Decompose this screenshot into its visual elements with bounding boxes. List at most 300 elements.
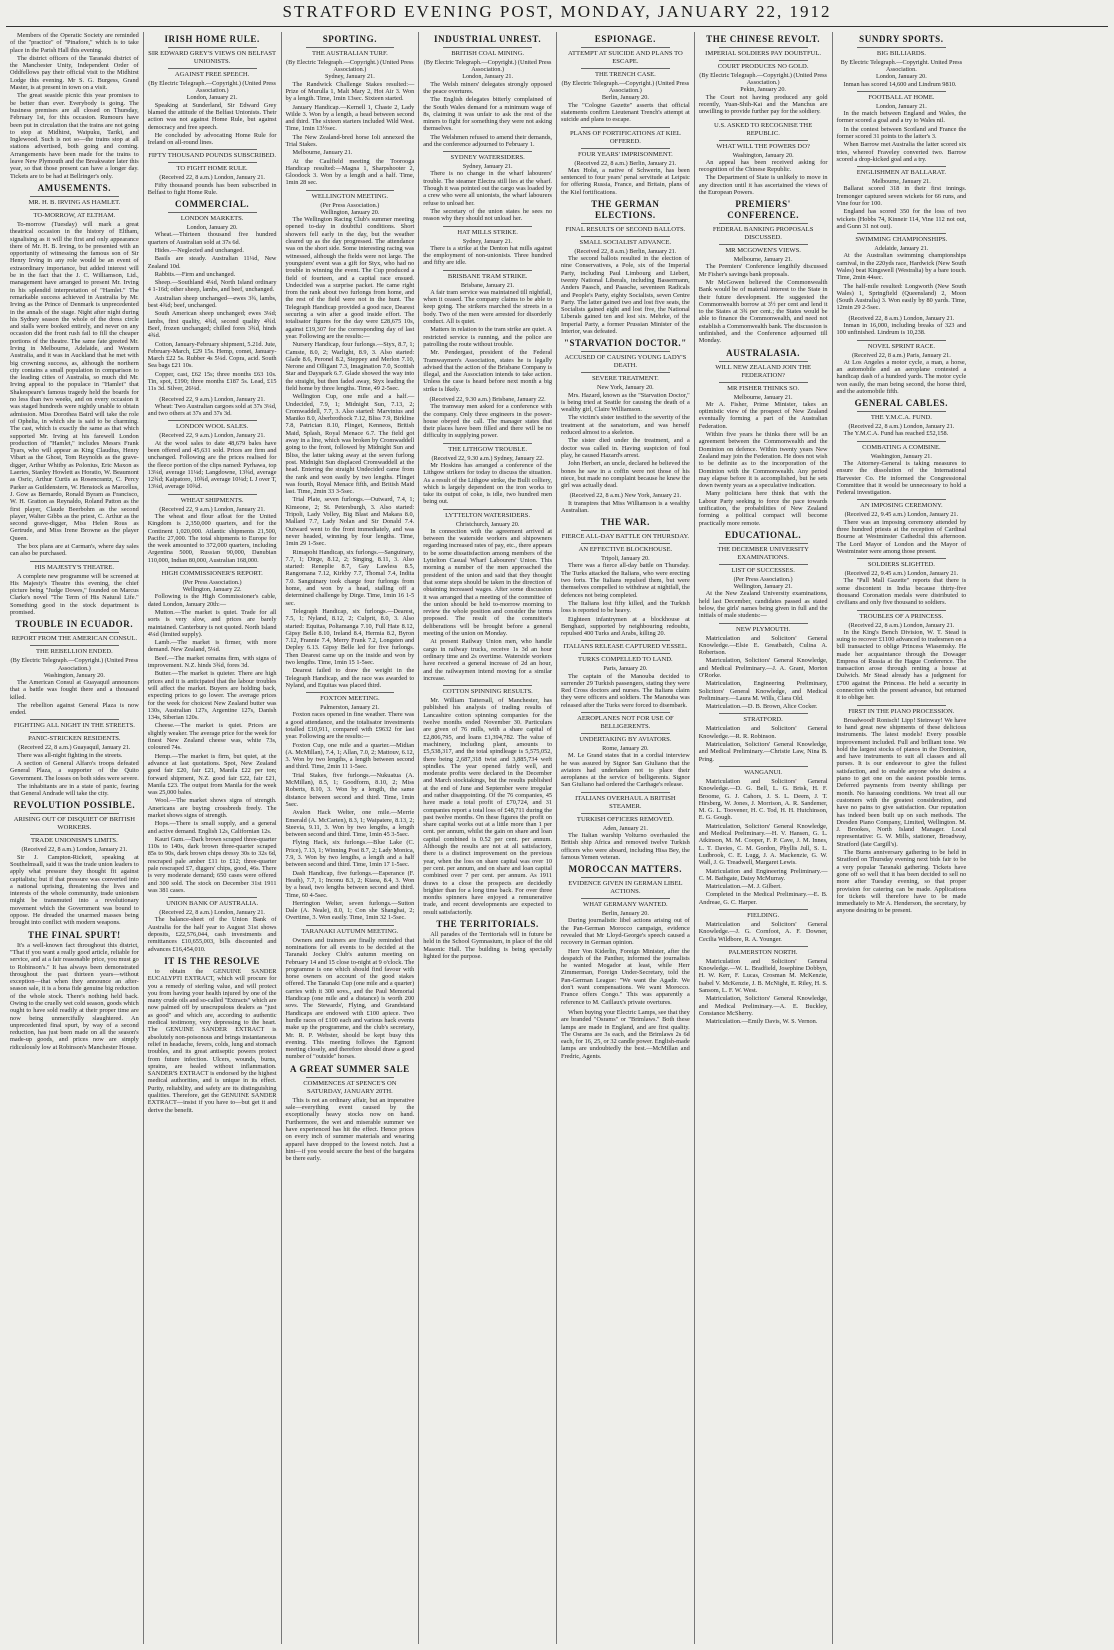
- article: [561, 199, 690, 335]
- article-subheading: LYTTELTON WATERSIDERS.: [445, 511, 531, 519]
- paragraph: Matriculation, Solicitors' General Knowledge, and Medical Preliminary.—H. V. Hansen, G. L. Atkinson, M. M. Cooper, F. P. Cave, J. M. Innes, L. T. Davies, C. M. Gordon, Phyllis Jull, S. L. Ludbrook, C. E. Lugg, J. A. Mackenzie, G. W. Wall, J. G. Treadwell, Margaret Lewis.: [698, 822, 828, 867]
- dateline: Melbourne, January 21.: [733, 393, 793, 401]
- paragraph: Hops.—There is small supply, and a general and active demand. English 12s, Californian 12s.: [147, 820, 277, 835]
- article-headline: SPORTING.: [322, 34, 378, 44]
- article-subheading: ACCUSED OF CAUSING YOUNG LADY'S DEATH.: [564, 354, 687, 370]
- divider: [168, 420, 257, 421]
- divider: [581, 68, 670, 69]
- divider: [306, 190, 395, 191]
- paragraph: Foxton Cup, one mile and a quarter.—Midian (A. McMillan), 7.4, 1; Allan, 7.0, 2; Mattouv, 6.12, 3. Won by two lengths, a length between second and third. Time, 2min 11 1-5sec.: [285, 741, 415, 771]
- article-subheading: SYDNEY WATERSIDERS.: [450, 154, 525, 162]
- article: [699, 119, 828, 197]
- divider: [719, 766, 808, 767]
- wire-credit: (By Electric Telegraph.—Copyright.) (United Press Association.): [561, 80, 690, 95]
- divider: [719, 47, 808, 48]
- paragraph: The box plans are at Carman's, where day sales can also be purchased.: [10, 543, 139, 558]
- article-headline: MOROCCAN MATTERS.: [568, 864, 683, 875]
- article-subheading: MR. H. B. IRVING AS HAMLET.: [28, 198, 121, 206]
- paragraph: Mrs. Hazard, known as the "Starvation Doctor," is being tried at Seattle for causing the death of a wealthy girl, Claire Williamson.: [561, 391, 690, 414]
- article-subheading: ENGLISHMEN AT BALLARAT.: [856, 169, 947, 177]
- dateline: Washington, January 20.: [43, 671, 105, 679]
- wire-credit: (Per Press Association.): [320, 201, 380, 209]
- paragraph: South American sheep unchanged; ewes 3¼d; lambs, first quality, 4¾d, second quality 4¾d. Beef, frozen unchanged; chilled fores 3¾d, hinds 4¾d.: [147, 310, 277, 340]
- paragraph: Eighteen infantrymen at a blockhouse at Benghazi, supported by neighbouring redoubts, repulsed 400 Turks and Arabs, killing 20.: [561, 615, 690, 638]
- paragraph: Max Holst, a native of Schwerin, has been sentenced to four years' penal servitude at Leipsic for offering Russia, France, and Britain, plans of the Kiel fortifications.: [561, 166, 690, 196]
- article-subheading: NEW PLYMOUTH.: [736, 625, 791, 633]
- divider: [581, 640, 670, 641]
- paragraph: Speaking at Sunderland, Sir Edward Grey blamed the attitude of the Belfast Unionists. Their action was not against Home Rule, but against democracy and free speech.: [147, 101, 277, 131]
- dateline: Aden, January 21.: [602, 824, 648, 832]
- paragraph: At the Australian swimming championships carnival, in the 220yds race, Hardwick (New South Wales) beat Kingswell (Westralia) by a bare touch. Time, 2min 44sec.: [836, 252, 967, 282]
- divider: [719, 623, 808, 624]
- divider: [30, 632, 119, 633]
- article-headline: IT IS THE RESOLVE: [164, 955, 261, 966]
- divider: [581, 127, 670, 128]
- paragraph: The Burns anniversary gathering to be held in Stratford on Thursday evening next bids fair to be a very popular Taranaki gathering. Tickets have gone off so well that it has been decided to sell no more after Tuesday evening, so that proper provision for catering can be made. Applications for tickets will therefore have to be made immediately to Mr A. Henderson, the secretary, by anyone desiring to be present.: [836, 849, 967, 915]
- dateline: (Received 22, 8 a.m.) London, January 21.: [159, 174, 265, 182]
- paragraph: A section of General Alfaro's troops defeated General Plaza, a supporter of the Quito Government. The losses on both sides were severe.: [10, 759, 139, 782]
- paragraph: At present Railway Union men, who handle cargo in railway trucks, receive 1s 3d an hour ordinary time and 2s overtime. Waterside workers have received a general increase of 2d an hour, and the railwaymen intend moving for a similar increase.: [423, 638, 552, 682]
- dateline: (Received 22, 8 a.m.) London, January 21.: [848, 423, 955, 431]
- article-subheading: BIG BILLIARDS.: [876, 50, 926, 57]
- paragraph: Rabbits.—Firm and unchanged.: [154, 270, 236, 278]
- paragraph: It transpires that Miss Williamson is a wealthy Australian.: [561, 499, 690, 514]
- divider: [30, 732, 119, 733]
- article-subheading: AGAINST FREE SPEECH.: [174, 71, 250, 78]
- article-subheading: WHAT WILL THE POWERS DO?: [716, 142, 810, 150]
- paragraph: The Court not having produced any gold recently, Yuan-Shih-Kai and the Manchus are unwilling to provide further pay for the soldiery.: [698, 93, 828, 116]
- article-subheading: PLANS OF FORTIFICATIONS AT KIEL OFFERED.: [569, 129, 681, 145]
- column-1: [6, 32, 144, 1644]
- article-subheading: FOUR YEARS' IMPRISONMENT.: [577, 150, 673, 158]
- divider: [443, 47, 532, 48]
- paragraph: In the King's Bench Division, W. T. Stead is suing to recover £1100 advanced to tradesmen on a bill transacted to oblige Princess Wiasemsky. He made her acquaintance through the Dowager Empress of Russia at the Hague Conference. The transaction arose through renting a house at Dulwich. Mr Stead already has a judgment for £700 against the Princess. He held a security in connection with the present advance, but returned it to oblige her.: [836, 628, 967, 702]
- column-7: [833, 32, 971, 1644]
- article: [837, 705, 967, 915]
- article: [286, 925, 415, 1061]
- paragraph: The Welshmen refused to amend their demands, and the conference adjourned to February 1.: [423, 133, 552, 148]
- divider: [581, 351, 670, 352]
- article: [10, 32, 139, 180]
- article: [699, 623, 828, 711]
- article-subheading: BRISBANE TRAM STRIKE.: [447, 272, 528, 280]
- divider: [857, 91, 947, 92]
- article: [423, 919, 552, 960]
- dateline: (Received 22, 9.30 a.m.) Brisbane, January 22.: [429, 396, 546, 404]
- article: [148, 34, 277, 146]
- article-headline: INDUSTRIAL UNREST.: [434, 34, 542, 44]
- paragraph: Mr. Pendergast, president of the Federal Tramwaymen's Association, states he is legally advised that the action of the Brisbane Company is illegal, and the Association intends to take action. Unless the case is heard before next month a big strike is likely.: [423, 349, 552, 393]
- paragraph: Herrington Welter, seven furlongs.—Sutton Dale (A. Neale), 8.0, 1; Con she Shanghai, 2; Overtime, 3. Won easily. Time, 1min 32 1-5sec.: [285, 899, 415, 922]
- divider: [857, 441, 947, 442]
- divider: [168, 149, 257, 150]
- paragraph: Cheese.—The market is quiet. Prices are slightly weaker. The average price for the week for finest New Zealand cheese was, white 73s, coloured 74s.: [147, 722, 277, 752]
- column-5: [557, 32, 695, 1644]
- paragraph: The secretary of the union states he sees no reason why they should not unload her.: [423, 207, 552, 223]
- article: [837, 34, 967, 88]
- paragraph: Sir J. Campton-Rickett, speaking at Southelmsall, said it was the trade union leaders to apply what pressure they thought fit against capitalists; but if that pressure was converted into a national uprising, threatening the lives and interests of the whole community, trade unionism might be transmuted into a revolutionary movement which the Government was bound to oppose. He dreaded the unarmed masses being brought into conflict with modern weapons.: [10, 853, 139, 927]
- article-headline: GENERAL CABLES.: [854, 398, 949, 409]
- dateline: Rome, January 20.: [602, 745, 649, 753]
- article-subheading: HIGH COMMISSIONER'S REPORT.: [161, 569, 263, 577]
- divider: [30, 561, 119, 562]
- article-subheading: EVIDENCE GIVEN IN GERMAN LIBEL ACTIONS.: [568, 880, 683, 896]
- paragraph: M. Le Grand states that in a cordial interview he was assured by Signor San Giuliano that the aviators had undertaken not to place their aeroplanes at the service of belligerents. Signor San Giuliano had ordered the Carthage's release.: [561, 752, 690, 789]
- article: [148, 956, 277, 1114]
- dateline: (Received 22, 8 a.m.) London, January 21.: [159, 909, 265, 917]
- wire-credit: (By Electric Telegraph.—Copyright.) (United Press Association.): [286, 59, 414, 74]
- paragraph: Avalon Hack Welter, one mile.—Merrie Emerald (A. McCarten), 8.3, 1; Waipatere, 8.13, 2; Steevia, 9.11, 3. Won by two lengths, a length between second and third. Time, 1min 45 3-5sec.: [285, 809, 415, 839]
- article-subheading: AEROPLANES NOT FOR USE OF BELLIGERENTS.: [577, 715, 674, 731]
- paragraph: Mr. William Tattersall, of Manchester, has published his analysis of trading results of Lancashire cotton spinning companies for the twelve months ended November 30. Particulars are given of 76 mills, with a share capital of £2,806,795, and loans £1,394,782. The value of machinery, including plant, amounts to £5,538,317, and the total spindleage is 5,575,052, there being 2,687,318 twist and 3,885,734 weft spindles. The year opened fairly well, and moderate profits were declared in the December and March stocktakings, but the results published at the end of June and September were irregular and rather disappointing. Of the 76 companies, 45 have made a total profit of £70,724, and 31 companies report a total loss of £48,711 during the past twelve months. On these figures the profit on share capital works out at a little more than 1 per cent. per annum, whilst the gain on share and loan capital combined is 0.52 per cent. per annum. Although the results are not at all satisfactory, there is a distinct improvement on the previous year, when the loss on share capital was over 10 per cent. per annum, and on share and loan capital combined over 7 per cent. per annum. As 1911 draws to a close the prospects are decidedly brighter than for a long time back. For over three months spinners have enjoyed a remunerative trade, and recent developments are expected to result satisfactorily.: [423, 697, 552, 916]
- article-headline: TROUBLE IN ECUADOR.: [15, 619, 134, 630]
- divider: [30, 719, 119, 720]
- divider: [581, 47, 670, 48]
- paragraph: At the Caulfield meeting the Toorooga Handicap resulted:—Magna 1, Sharpshooter 2, Gloodock 3. Won by a length and a half. Time, 1min 28 sec.: [285, 157, 415, 187]
- divider: [719, 223, 808, 224]
- article-headline: COMMERCIAL.: [174, 199, 250, 210]
- paragraph: to obtain the GENUINE SANDER EUCALYPTI EXTRACT, which will procure for you a remedy of sterling value, and will protect you from having your health injured by one of the many crude oils and so-called "Extracts" which are now palmed off by unscrupulous dealers as "just as good" and which are, according to authentic medical testimony, very depressing to the heart. The GENUINE SANDER EXTRACT is absolutely non-poisonous and brings instantaneous relief in headache, fevers, colds, lung and stomach troubles, and its great antiseptic powers protect from future infection. Ulcers, wounds, burns, sprains, are healed without inflammation. SANDER'S EXTRACT is endorsed by the highest medical authorities, and is unique in its effect. Purity, reliability, and safety are its distinguishing qualities. Therefore, get the GENUINE SANDER EXTRACT—insist if you have to—but get it and derive the benefit.: [147, 967, 277, 1114]
- article: [10, 800, 139, 926]
- paragraph: Copper, cast, £62 15s; three months £63 10s. Tin, spot, £190; three months £187 5s. Lead, £15 11s 3d. Silver, 26¼d.: [147, 370, 277, 393]
- divider: [30, 196, 119, 197]
- article: [561, 517, 690, 637]
- column-2: [144, 32, 282, 1644]
- divider: [581, 792, 670, 793]
- article: [561, 492, 690, 514]
- dateline: Paris, January 20.: [603, 665, 648, 673]
- article-subheading: IMPERIAL SOLDIERS PAY DOUBTFUL.: [705, 50, 822, 57]
- article-subheading: HIS MAJESTY'S THEATRE.: [34, 563, 115, 571]
- divider: [306, 47, 395, 48]
- wire-credit: (Per Press Association.): [733, 575, 793, 583]
- dateline: Berlin, January 20.: [601, 94, 649, 102]
- paragraph: Foxton races opened in fine weather. There was a good attendance, and the totalisator investments totalled £10,911, compared with £9632 for last year. Following are the results:—: [285, 711, 415, 741]
- wire-credit: (By Electric Telegraph.—Copyright.) (United Press Association.): [10, 657, 139, 672]
- wire-credit: (By Electric Telegraph.—Copyright.) (United Press Association.): [148, 80, 276, 95]
- dateline: Sydney, January 21.: [462, 163, 513, 171]
- article-subheading: TO FIGHT HOME RULE.: [176, 165, 248, 173]
- paragraph: Matriculation.—Emily Davis, W. S. Vernon.: [705, 1018, 818, 1026]
- dateline: (Received 22, 9.45 a.m.) London, January 21.: [844, 570, 959, 578]
- divider: [857, 340, 947, 341]
- dateline: (Received 22, 9.45 a.m.) London, January 21.: [844, 511, 959, 519]
- article-subheading: ITALIANS OVERHAUL A BRITISH STEAMER.: [575, 794, 676, 810]
- article: [561, 792, 690, 861]
- article: [837, 398, 967, 438]
- dateline: London, January 20.: [186, 224, 238, 232]
- article-subheading: FOOTBALL AT HOME.: [868, 93, 935, 101]
- article-headline: A GREAT SUMMER SALE: [289, 1063, 410, 1074]
- article-subheading: SWIMMING CHAMPIONSHIPS.: [855, 236, 948, 244]
- article-headline: IRISH HOME RULE.: [164, 34, 260, 44]
- paragraph: A complete new programme will be screened at His Majesty's Theatre this evening, the chief picture being "Judge Dowes," founded on Marcus Clarke's novel "The Term of His Natural Life." Something good in the stock department is promised.: [10, 572, 139, 617]
- paragraph: Matriculation and Solicitors' General Knowledge.—Elsie E. Greatbatch, Culina A. Robertson.: [698, 634, 828, 657]
- paragraph: Lamb.—The market is firmer, with more demand. New Zealand, 5¼d.: [147, 639, 277, 654]
- paragraph: At Los Angeles a motor cycle, a man, a horse, an automobile and an aeroplane contested a handicap dash of a hundred yards. The motor cycle won easily, the man being second, the horse third, and the automobile fifth.: [836, 358, 967, 395]
- paragraph: The victim's sister testified to the severity of the treatment at the sanatorium, and was herself reduced almost to a skeleton.: [561, 414, 690, 437]
- article: [286, 1064, 415, 1163]
- article: [561, 338, 690, 489]
- paragraph: The New Zealand-bred horse Ioli annexed the Trial Stakes.: [285, 133, 415, 148]
- paragraph: There is a strike at the Denton hat mills against the employment of non-unionists. Three hundred and fifty are idle.: [423, 244, 552, 267]
- article-subheading: BRITISH COAL MINING.: [451, 50, 525, 57]
- paragraph: When Barrow met Australia the latter scored six tries, whereof Fraveley converted two. Barrow scored a drop-kicked goal and a try.: [836, 141, 967, 163]
- divider: [168, 494, 257, 495]
- article-subheading: UNDERTAKING BY AVIATORS.: [579, 736, 672, 744]
- paragraph: In the match between England and Wales, the former scored a goal and a try to Wales nil.: [836, 110, 967, 125]
- article: [423, 151, 552, 222]
- divider: [719, 244, 808, 245]
- divider: [581, 236, 670, 237]
- article-subheading: COTTON SPINNING RESULTS.: [442, 688, 533, 696]
- paragraph: The sister died under the treatment, and a doctor was called in. Having suspicion of foul play, he caused Hazard's arrest.: [561, 437, 690, 459]
- paragraph: Telegraph Handicap, six furlongs.—Dearest, 7.5, 1; Nyland, 8.12, 2; Culprit, 8.0, 3. Also started: Equitas, Poltamanga 7.10, Full Hate 8.12, Gipsy Belle 8.10, Ireland 8.4, Hermia 8.2, Byron 7.12, Frannie 7.4, Merry Frank 7.2, Longsten and Depley 6.13. Gipsy Belle led for five furlongs. Then Dearest came up on the inside and won by two lengths. Time, 1min 15 1-5sec.: [285, 607, 415, 666]
- article-subheading: FIGHTING ALL NIGHT IN THE STREETS.: [13, 722, 135, 730]
- paragraph: The American Consul at Guayaquil announces that a battle was fought there and a thousand killed.: [10, 678, 139, 701]
- paragraph: The district officers of the Taranaki district of the Manchester Unity, Independent Order of Oddfellows pay their official visit to the Midhirst Lodge this evening. Mr S. G. Burgess, Grand Master, is at present in town on a visit.: [10, 54, 139, 92]
- article: [148, 396, 277, 418]
- paragraph: Matriculation and Solicitors' General Knowledge.—D. G. Bell, L. G. Brisk, H. F. Broome, G. J. Cahors, J. S. L. Deem, J. T. Hirsberg, W. Jones, J. Morrison, A. R. Sandemer, M. G. L. Toovener, H. C. Tod, H. H. Hutchinson, E. G. Gough.: [698, 777, 828, 822]
- article: [148, 567, 277, 894]
- paragraph: Dash Handicap, five furlongs.—Esperance (F. Heath), 7.7, 1; Inconu 8.3, 2; Kiaoa, 8.4, 3. Won by a head, two lengths between second and third. Time, 60 4-5sec.: [285, 869, 415, 899]
- dateline: (Received 22, 9 a.m.) London, January 21.: [159, 432, 265, 440]
- article: [837, 340, 967, 396]
- dateline: (Received 22, 8 a.m.) London, January 21.: [848, 314, 955, 322]
- article-subheading: FOXTON MEETING.: [320, 695, 380, 703]
- paragraph: Trial Plate, seven furlongs.—Outward, 7.4, 1; Kimeone, 2; St. Petersburgh, 3. Also started: Tripoli, Lady Volley, Big Blast and Makara 8.0, Mallard 7.7, Lady Nolan and Sir Donald 7.4. Outward went to the front immediately, and was never headed, winning by four lengths. Time, 1min 29 1-5sec.: [285, 496, 415, 548]
- paragraph: Basils are steady. Australian 11¼d, New Zealand 10d.: [147, 255, 277, 270]
- paragraph: The tramway men asked for a conference with the company. Only three engineers in the power-house obeyed the call. The manager states that their places have been filled and there will be no difficulty in supplying power.: [423, 403, 552, 440]
- paragraph: The inhabitants are in a state of panic, fearing that General Andrade will take the city.: [10, 782, 139, 798]
- article-subheading: LONDON WOOL SALES.: [175, 423, 249, 431]
- article-subheading: LONDON MARKETS.: [180, 215, 244, 223]
- paragraph: Matriculation, Solicitors' General Knowledge, and Medical Preliminary.—Christie Law, Nina B. Pring.: [698, 741, 828, 763]
- dateline: Brisbane, January 21.: [460, 281, 515, 289]
- article: [699, 530, 828, 620]
- dateline: (Received 22, 8 a.m.) Paris, January 21.: [851, 351, 951, 359]
- article: [561, 1009, 690, 1060]
- paragraph: Hemp.—The market is firm, but quiet, at the advance at last quotations. Spot, New Zealand good fair £20, fair £21, Manila £22 per ton; forward shipment, N.Z. good fair £22, fair £21, Manila £23. The output from Manila for the week was 25,000 bales.: [147, 752, 277, 797]
- paragraph: Sheep.—Southland 4¼d, North Island ordinary 4 1-16d; other sheep, lambs, and beef, unchanged.: [147, 279, 277, 294]
- divider: [168, 68, 257, 69]
- dateline: (Received 22, 9 a.m.) London, January 21.: [159, 395, 265, 403]
- article-headline: AUSTRALASIA.: [726, 347, 801, 358]
- article-subheading: COMMENCES AT SPENCE'S ON SATURDAY, JANUARY 20TH.: [303, 1079, 397, 1095]
- paragraph: The Premiers' Conference lengthily discussed Mr Fisher's savings bank proposals.: [698, 263, 828, 278]
- divider: [857, 47, 947, 48]
- article: [10, 619, 139, 716]
- divider: [581, 733, 670, 734]
- article-subheading: WILL NEW ZEALAND JOIN THE FEDERATION?: [715, 363, 812, 379]
- article: [148, 420, 277, 490]
- article-headline: THE WAR.: [600, 517, 650, 528]
- article-headline: THE FINAL SPURT!: [27, 929, 121, 940]
- divider: [581, 223, 670, 224]
- paragraph: Wellington Cup, one mile and a half.—Undecided, 7.9, 1; Midnight Sun, 7.13, 2; Cromwaddell, 7.7, 3. Also started: Marvinius and Maniko 8.0, Aberbrothock 7.12, Bliss 7.9, Birkline 7.8, Patrician 8.10, Flinget, Kenneos, British Maid, Splash, Royal Menace 6.7. The field got away in a line, which was broken by Cromwaddell going to the front, followed by Midnight Sun and Bliss, the latter taking away at the seven furlong post. Midnight Sun displaced Cromwaddell at the head. Entering the straight Undecided came from the rank and won easily by two lengths. Flinget was fourth, Royal Menace fifth, and British Maid last. Time, 2min 33 3-5sec.: [285, 393, 415, 496]
- dateline: (Received 22, 8 a.m.) Berlin, January 21.: [574, 247, 677, 255]
- paragraph: Wheat: Two Australian cargoes sold at 37s 3¼d, and two others at 37s and 37s 3d.: [147, 402, 277, 418]
- divider: [857, 166, 947, 167]
- article-headline: THE CHINESE REVOLT.: [706, 34, 821, 44]
- divider: [719, 119, 808, 120]
- paragraph: In the contest between Scotland and France the former scored 31 points to the latter's 3.: [836, 125, 967, 140]
- article-subheading: THE Y.M.C.A. FUND.: [870, 414, 932, 422]
- divider: [30, 834, 119, 835]
- divider: [443, 685, 532, 686]
- article: [286, 692, 415, 922]
- divider: [168, 47, 257, 48]
- article: [148, 199, 277, 392]
- article-subheading: COURT PRODUCES NO GOLD.: [717, 63, 809, 70]
- paragraph: The Attorney-General is taking measures to ensure the dissolution of the International Harvester Co. He informed the Congressional Committee that it would be unnecessary to hold a Federal investigation.: [836, 459, 967, 497]
- paragraph: The "Pall Mall Gazette" reports that there is some discontent in India because thirty-five thousand Coronation medals were distributed to civilians and only five thousand to soldiers.: [836, 577, 967, 607]
- divider: [719, 543, 808, 544]
- paragraph: The Department of State is unlikely to move in any direction until it has ascertained the views of the European Powers.: [698, 174, 828, 196]
- paragraph: He concluded by advocating Home Rule for Ireland on all-round lines.: [147, 131, 277, 147]
- article-subheading: FIERCE ALL-DAY BATTLE ON THURSDAY.: [561, 533, 690, 541]
- dateline: (Received 22, 9.30 a.m.) Sydney, January 22.: [431, 454, 544, 462]
- paragraph: Members of the Operatic Society are reminded of the "practice" of "Pinafore," which is to take place in the Parish Hall this evening.: [10, 32, 139, 54]
- paragraph: Rimapohi Handicap, six furlongs.—Sanguinary, 7.7, 1; Dirge, 8.12, 2; Singing, 8.11, 3. Also started: Reneplie 8.7, Gay Lawless 8.5, Rangomana 7.12, Kirkby 7.7, Thomal 7.4, Indita 7.0. Sanguinary took charge four furlongs from home, and won by a head, stalling off a determined challenge by Dirge. Time, 1min 16 1-5 sec.: [285, 548, 415, 607]
- paragraph: Matriculation and Solicitors' General Knowledge.—W. L. Bradfield, Josephine Dobbyn, H. W. Kerr, F. Lucas, Crosman M. McKenzie, Isabel V. McKenzie, J. B. McNight, E. Riley, H. S. Sansom, L. F. W. West.: [698, 957, 828, 995]
- divider: [581, 148, 670, 149]
- article-subheading: SEVERE TREATMENT.: [591, 375, 659, 383]
- article: [423, 226, 552, 267]
- article: [699, 909, 828, 943]
- paragraph: A fair tram service was maintained till nightfall, when it ceased. The company claims to be able to keep going. The strikers marched the streets in a body. Two of the men were arrested for disorderly conduct. All is quiet.: [423, 288, 552, 326]
- paragraph: Matters in relation to the tram strike are quiet. A restricted service is running, and the police are patrolling the route without trouble.: [423, 326, 552, 348]
- dateline: (Received 22, 8 a.m.) London, January 21.: [848, 621, 955, 629]
- article: [561, 864, 690, 1006]
- article: [837, 315, 967, 337]
- dateline: London, January 20.: [875, 73, 927, 81]
- divider: [857, 558, 947, 559]
- divider: [857, 233, 947, 234]
- dateline: Christchurch, January 20.: [455, 520, 520, 528]
- article: [837, 499, 967, 555]
- masthead: STRATFORD EVENING POST, MONDAY, JANUARY 22, 1912: [6, 0, 1108, 27]
- divider: [581, 877, 670, 878]
- dateline: Washington, January 20.: [732, 151, 794, 159]
- divider: [581, 372, 670, 373]
- article: [561, 640, 690, 709]
- article-subheading: U.S. ASKED TO RECOGNISE THE REPUBLIC.: [714, 121, 813, 137]
- paragraph: January Handicap.—Kernell 1, Chaste 2, Lady Wilde 3. Won by a length, a head between second and third. The sixteen starters included Wild West. Time, 1min 13½sec.: [285, 103, 415, 133]
- article-subheading: THE REBELLION ENDED.: [36, 648, 113, 656]
- dateline: Wellington, January 21.: [733, 583, 793, 591]
- dateline: (Received 22, 8 a.m.) Berlin, January 21.: [574, 159, 677, 167]
- article: [148, 897, 277, 953]
- article-subheading: TURKS COMPELLED TO LAND.: [578, 656, 673, 664]
- paragraph: The English delegates bitterly complained of the South Wales demand for a minimum wage of 8s, claiming it was unfair to ask the rest of the miners to fight for something they were not asking themselves.: [423, 96, 552, 133]
- paragraph: Wheat.—Thirteen thousand five hundred quarters of Australian sold at 37s 6d.: [147, 231, 277, 246]
- paragraph: Dearest failed to draw the weight in the Telegraph Handicap, and the race was awarded to Nyland, and Equitas was placed third.: [285, 667, 415, 689]
- article-headline: AMUSEMENTS.: [37, 182, 112, 193]
- divider: [443, 509, 532, 510]
- article-subheading: THE DECEMBER UNIVERSITY EXAMINATIONS.: [717, 545, 809, 561]
- article-subheading: AN IMPOSING CEREMONY.: [860, 502, 943, 510]
- paragraph: Inman in 16,000, including breaks of 323 and 100 unfinished. Lindrum is 10,238.: [836, 321, 967, 337]
- dateline: Sydney, January 21.: [462, 237, 513, 245]
- divider: [857, 705, 947, 706]
- divider: [306, 692, 395, 693]
- paragraph: The great seaside picnic this year promises to be better than ever. Everybody is going. The business premises are all closed on Thursday, February 1st, for this occasion. Rumours have been put in circulation that the trains are not going to stop at Midhirst, Waipuku, Tariki, and Inglewood. Such is not so—the trains stop at all stations advertised, both going and coming. Arrangements have been made for the trains to leave New Plymouth and the Breakwater later this year, so that those present can have a longer day. Tickets are to be had at Bellringer's only.: [10, 92, 139, 180]
- divider: [857, 499, 947, 500]
- divider: [581, 813, 670, 814]
- paragraph: Ballarat scored 318 in their first innings. Iremonger captured seven wickets for 66 runs, and Vine four for 100.: [836, 185, 967, 207]
- divider: [306, 1077, 395, 1078]
- article-subheading: FIRST IN THE PIANO PROCESSION.: [848, 707, 955, 715]
- article: [423, 509, 552, 682]
- divider: [168, 162, 257, 163]
- article-headline: THE TERRITORIALS.: [436, 919, 539, 930]
- paragraph: Melbourne, January 21.: [292, 149, 353, 157]
- article-subheading: SOLDIERS SLIGHTED.: [867, 561, 935, 569]
- column-3: [282, 32, 420, 1644]
- article: [699, 348, 828, 527]
- article-subheading: ARISING OUT OF DISQUIET OF BRITISH WORKERS.: [13, 816, 135, 832]
- paragraph: To-morrow (Tuesday) will mark a great theatrical occasion in the history of Eltham, signalising as it will the first and only appearance there of Mr. H. B. Irving, to be presented with an opportunity of witnessing the famous son of Sir Henry Irving in any role would be an event of extraordinary importance, but added interest will be in the fact that the J. C. Williamson, Ltd., management have arranged to present Mr. Irving in his splendid interpretation of "Hamlet." The remarkable success achieved in Australia by Mr. Irving as the Prince of Denmark is unprecedented in the annals of the stage. Night after night during his Sydney season the whole of the dress circle and stalls were booked entirely, and never on any occasion did the front rush fail to fill the cheaper portions of the theatre. The same fate greeted Mr. Irving in Melbourne, Adelaide, and Western Australia, and it was in Auckland that he met with big crowning success, as, although the northern city contains a small population in comparison to the leading cities of Australia, so much did Mr. Irving appeal to the populace in "Hamlet" that Shakespeare's famous tragedy held the boards for no less than two weeks, and on every occasion it was staged hundreds were nightly unable to obtain admission. Miss Dorothea Baird will take the role of Ophelia, in which she is said to be charming. The cast, which is exactly the same as that which supported Mr. Irving at his farewell London production of "Hamlet," includes Messrs Frank Tyars, who will appear as King Claudius, Henry Vibart as the Ghost, Tom Reynolds as the grave-digger, Arthur Whitby as Polonius, Eric Maxon as Laertes, Stanley Howlett as Horatio, W. Beaumont as Osric, Arthur Curtis as Rosencrantz, C. Percy Parker as Guildenstern, W. Henstock as Marcellus, J. Gow as Bernardo, Ronald Byram as Francisco, W. H. Gratton as Reynaldo, Roland Patton as the first player, Claude Beerbohm as the second player, Walter Gibbs as the priest, C. Arthur as the second grave-digger, Miss Helen Rous as Gertrude, and Miss Irene Browne as the player Queen.: [10, 220, 139, 542]
- paragraph: Matriculation.—D. B. Brown, Alice Cocker.: [705, 703, 818, 711]
- article: [699, 946, 828, 1026]
- article: [423, 685, 552, 916]
- article-subheading: WELLINGTON MEETING.: [311, 192, 389, 200]
- article: [423, 443, 552, 506]
- article-subheading: WANGANUI.: [744, 768, 783, 776]
- paragraph: England has scored 350 for the loss of two wickets (Hobbs 74, Kinneir 114, Vine 112 not out, and Gunn 31 not out).: [836, 208, 967, 230]
- divider: [581, 653, 670, 654]
- divider: [306, 925, 395, 926]
- paragraph: Mr Hoskins has arranged a conference of the Lithgow strikers for today to discuss the situation. As a result of the Lithgow strike, the Bulli colliery, which is largely dependent on the iron works to take its output of coke, is idle, two hundred men being out.: [423, 461, 552, 506]
- divider: [581, 543, 670, 544]
- divider: [168, 212, 257, 213]
- article: [699, 199, 828, 344]
- article-subheading: ITALIANS RELEASE CAPTURED VESSEL.: [563, 643, 688, 651]
- paragraph: Fifty thousand pounds has been subscribed in Belfast to fight Home Rule.: [147, 181, 277, 196]
- paragraph: An appeal has been received asking for recognition of the Chinese Republic.: [698, 158, 828, 173]
- article: [699, 34, 828, 116]
- article-subheading: FINAL RESULTS OF SECOND BALLOTS.: [565, 225, 686, 233]
- article: [286, 190, 415, 689]
- paragraph: There is no change in the wharf labourers' trouble. The steamer Electra still lies at the wharf. Though it was pointed out the cargo was loaded by a crew who were all unionists, the wharf labourers refuse to unload her.: [423, 170, 552, 207]
- divider: [443, 226, 532, 227]
- article-subheading: PANIC-STRICKEN RESIDENTS.: [28, 735, 121, 743]
- article: [423, 396, 552, 440]
- article: [423, 270, 552, 393]
- dateline: Adelaide, January 21.: [874, 245, 929, 253]
- article-headline: EDUCATIONAL.: [724, 529, 802, 540]
- dateline: London, January 21.: [462, 73, 514, 81]
- divider: [581, 530, 670, 531]
- divider: [168, 567, 257, 568]
- dateline: Wellington, January 22.: [182, 586, 242, 594]
- paragraph: The "Cologne Gazette" asserts that official statements confirm Lieutenant Trench's attempt at suicide and plans to escape.: [561, 101, 690, 124]
- paragraph: There was an imposing ceremony attended by three hundred priests at the reception of Cardinal Bourne at Westminster Cathedral this afternoon. The Lord Mayor of London and the Mayor of Westminster were among those present.: [836, 518, 967, 555]
- divider: [30, 813, 119, 814]
- article-subheading: WHAT GERMANY WANTED.: [583, 901, 668, 909]
- article-subheading: MR MCGOWEN'S VIEWS.: [725, 247, 801, 255]
- paragraph: All parades of the Territorials will in future be held in the School Gymnasium, in place of the old Masonic Hall. The building is being specially lighted for the purpose.: [423, 931, 552, 960]
- dateline: Berlin, January 20.: [601, 910, 649, 918]
- article-subheading: ATTEMPT AT SUICIDE AND PLANS TO ESCAPE.: [568, 50, 683, 65]
- paragraph: The Welsh miners' delegates strongly opposed the peace overtures.: [423, 80, 552, 95]
- column-4: [419, 32, 557, 1644]
- article-subheading: LIST OF SUCCESSES.: [731, 566, 795, 574]
- paragraph: Mr McGowen believed the Commonwealth Bank would be of material interest to the State in their future development. He suggested the Commonwealth borrow at 3½ per cent and lend it to the States at 3¾ per cent.; the States would be able to finance the Commonwealth, and need not establish a Commonwealth bank. The discussion is unfinished, and the Conference adjourned till Monday.: [698, 278, 828, 345]
- wire-credit: (By Electric Telegraph.—Copyright.) (United Press Association.): [699, 72, 827, 87]
- paragraph: During journalistic libel actions arising out of the Pan-German Morocco campaign, evidence revealed that Mr Lloyd-George's speech caused a recovery in German opinion.: [561, 917, 690, 947]
